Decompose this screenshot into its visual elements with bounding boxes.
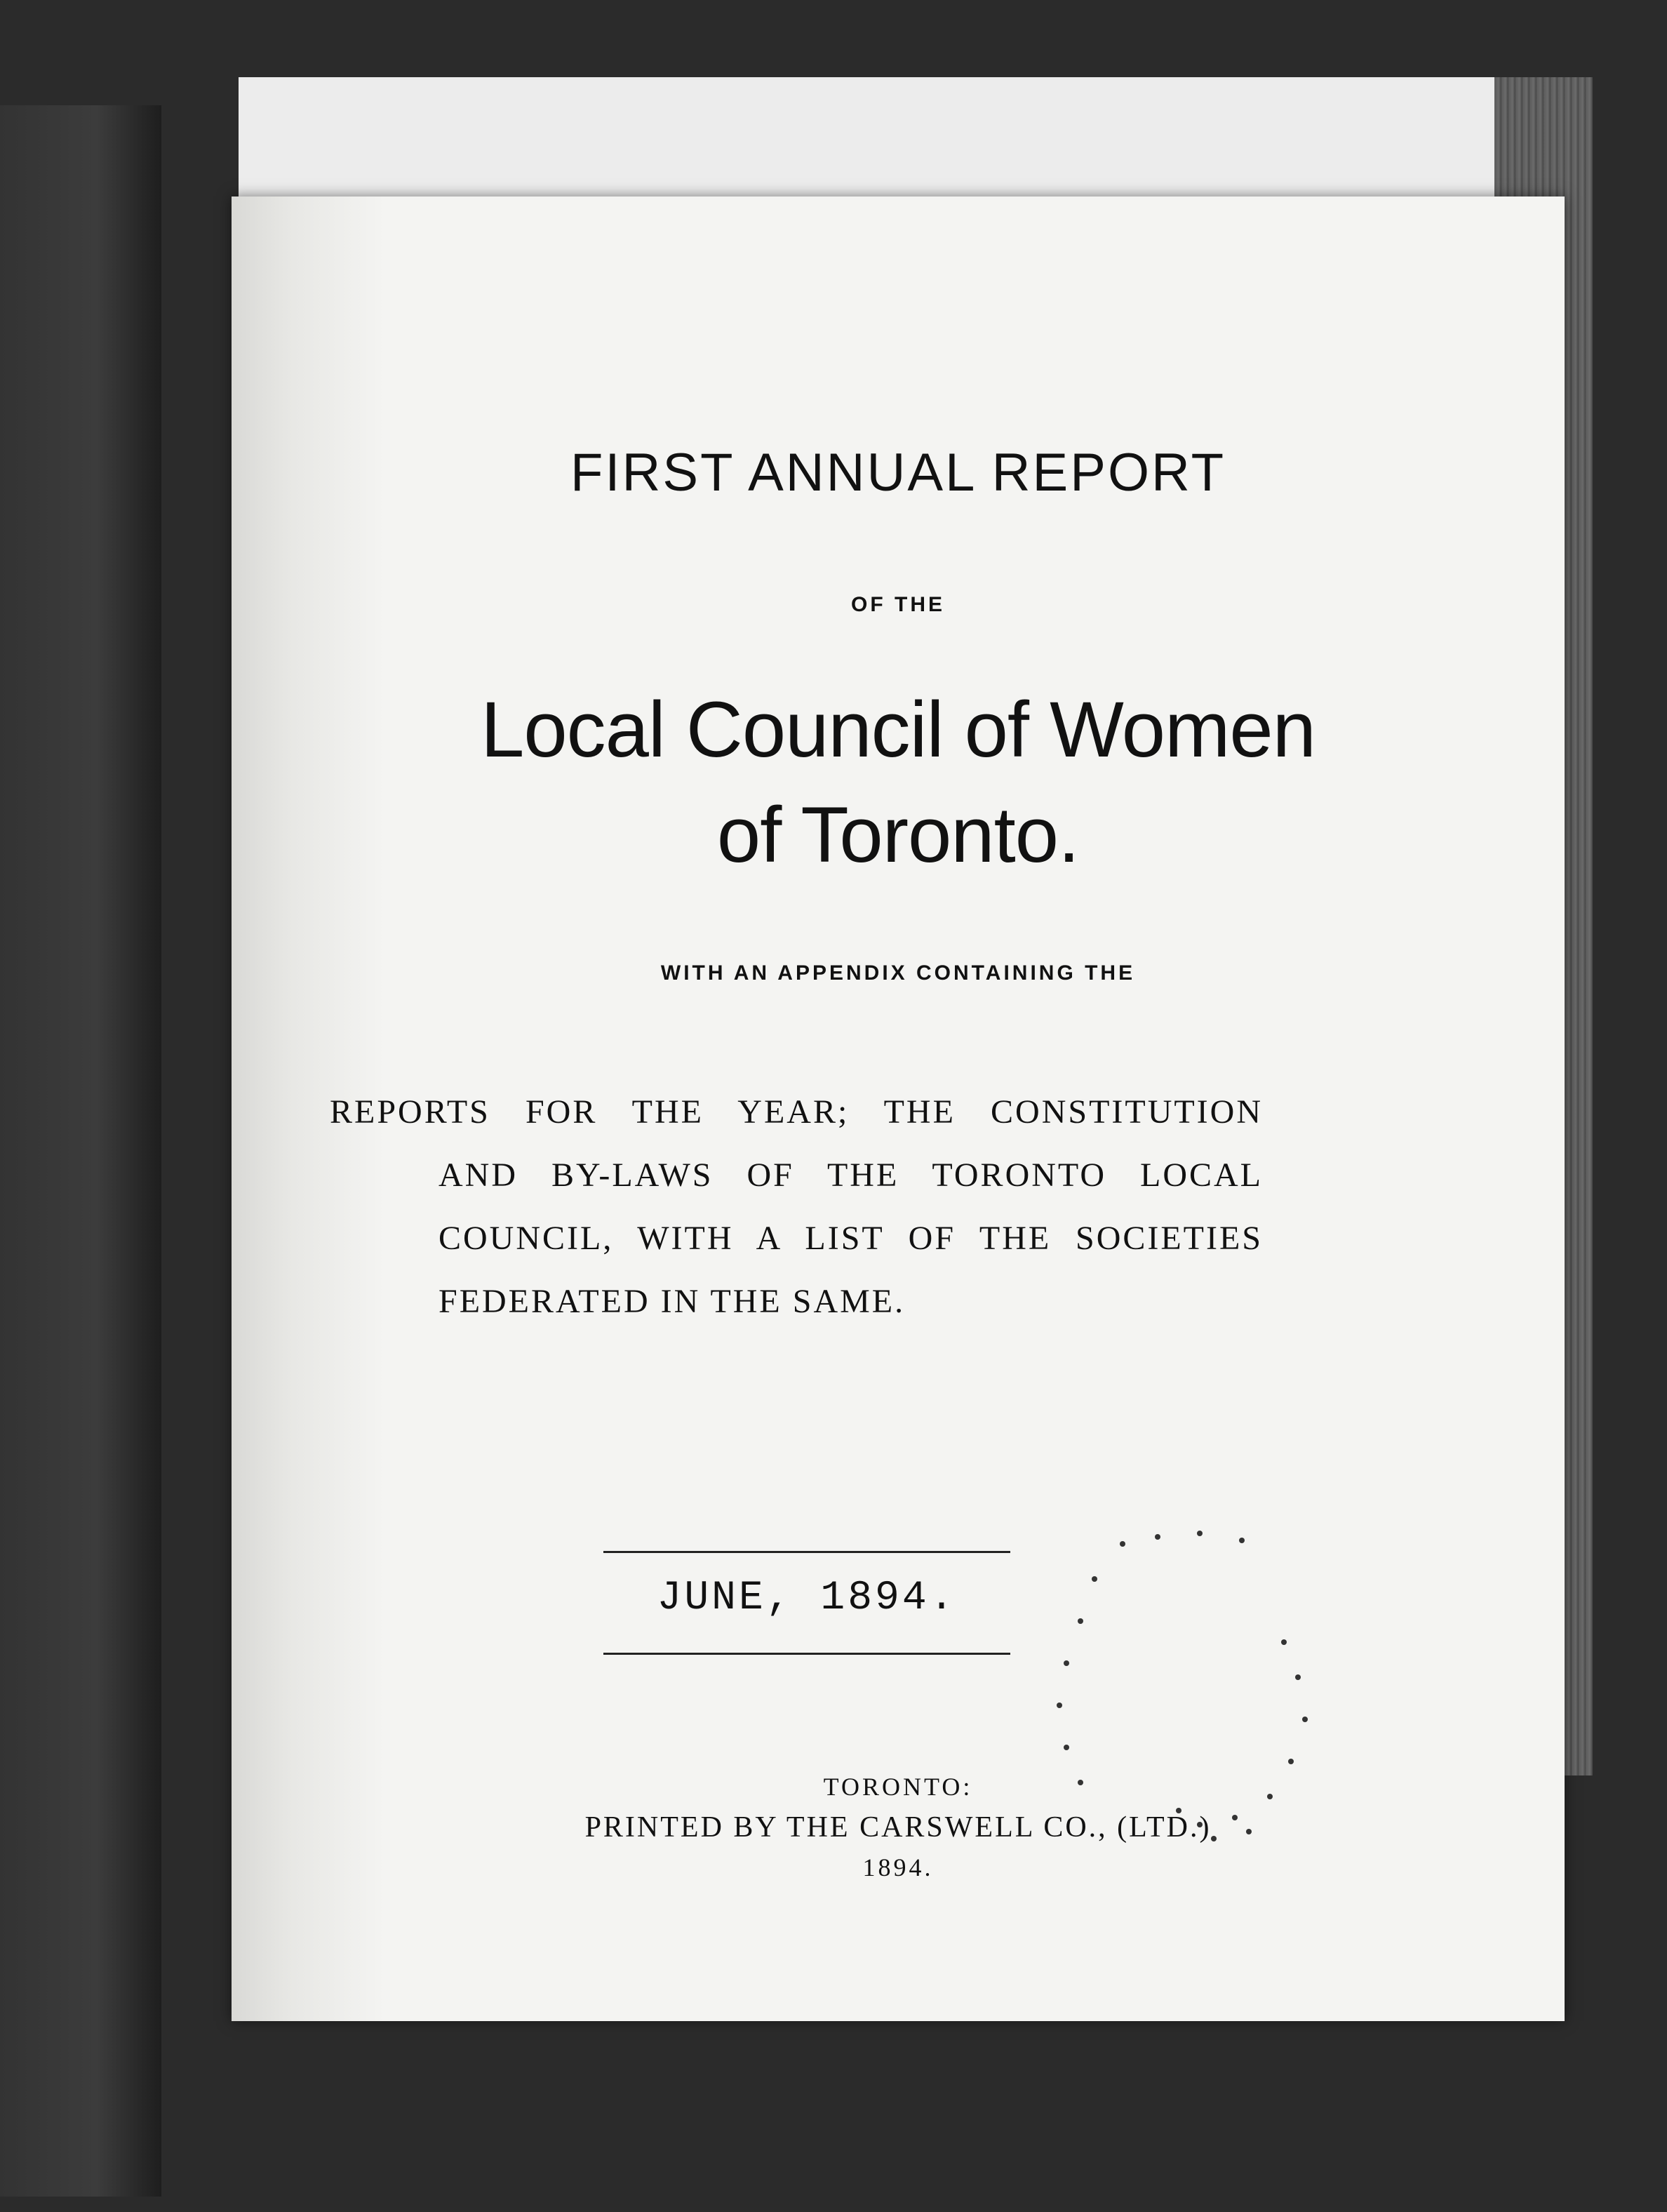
council-name-line-2: of Toronto. [716, 791, 1080, 879]
of-the-label: OF THE [851, 593, 945, 616]
appendix-intro: WITH AN APPENDIX CONTAINING THE [660, 961, 1136, 985]
imprint-city: TORONTO: [823, 1773, 973, 1801]
contents-description [330, 1081, 1263, 1333]
imprint-printer: PRINTED BY THE CARSWELL CO., (LTD.) [584, 1811, 1212, 1844]
book-binding-left [0, 105, 161, 2197]
report-title: FIRST ANNUAL REPORT [570, 443, 1226, 502]
rule-above-date [603, 1551, 1010, 1553]
contents-line-4: FEDERATED IN THE SAME. [438, 1283, 906, 1320]
perforation-stamp [1038, 1516, 1333, 1853]
rule-below-date [603, 1653, 1010, 1655]
publication-date: JUNE, 1894. [657, 1575, 957, 1621]
imprint-year: 1894. [862, 1853, 934, 1881]
contents-line-3: COUNCIL, WITH A LIST OF THE SOCIETIES [438, 1220, 1263, 1257]
council-name-line-1: Local Council of Women [481, 686, 1315, 773]
contents-line-1: REPORTS FOR THE YEAR; THE CONSTITUTION [330, 1093, 1263, 1131]
contents-line-2: AND BY-LAWS OF THE TORONTO LOCAL [438, 1157, 1263, 1194]
